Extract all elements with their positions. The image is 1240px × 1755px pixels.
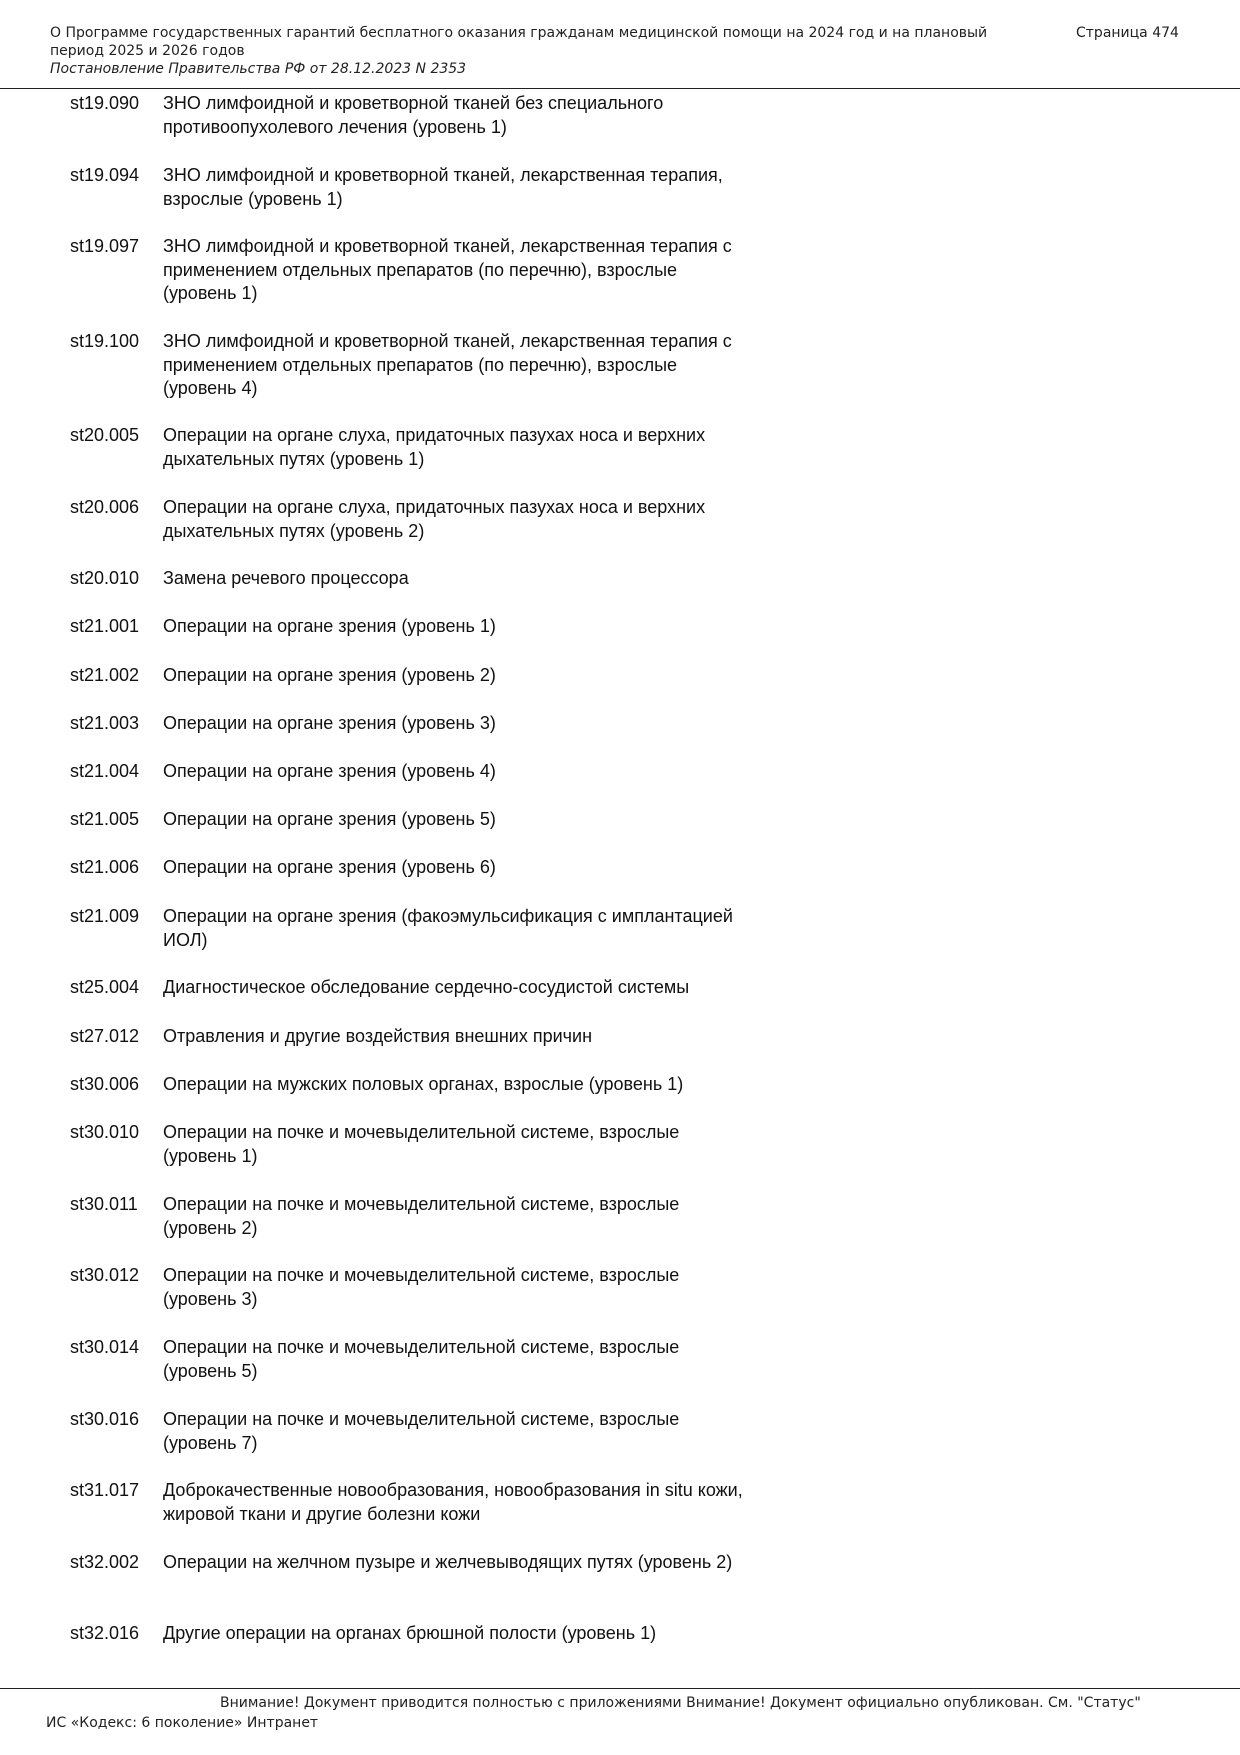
row-code: st30.011 <box>70 1194 138 1214</box>
row-code: st30.016 <box>70 1409 140 1429</box>
row-description: Операции на мужских половых органах, взрослые (уровень 1) <box>163 1074 684 1094</box>
row-description: Операции на почке и мочевыделительной системе, взрослые (уровень 3) <box>163 1265 680 1309</box>
row-description: ЗНО лимфоидной и кроветворной тканей, лекарственная терапия с применением отдельных препаратов (по перечню), взрослые (уровень 4) <box>163 331 732 398</box>
row-code: st25.004 <box>70 977 140 997</box>
row-code: st20.005 <box>70 425 140 445</box>
row-code: st30.006 <box>70 1074 140 1094</box>
row-description: Доброкачественные новообразования, новообразования in situ кожи, жировой ткани и другие болезни кожи <box>163 1480 743 1524</box>
row-code: st21.009 <box>70 906 140 926</box>
row-code: st21.002 <box>70 665 140 685</box>
row-description: Отравления и другие воздействия внешних причин <box>163 1026 593 1046</box>
document-title: О Программе государственных гарантий бесплатного оказания гражданам медицинской помощи на 2024 год и на плановый период 2025 и 2026 годов <box>50 25 988 59</box>
row-code: st32.002 <box>70 1552 140 1572</box>
row-code: st21.001 <box>70 616 140 636</box>
row-code: st19.090 <box>70 93 140 113</box>
document-subtitle: Постановление Правительства РФ от 28.12.2023 N 2353 <box>50 61 467 77</box>
row-code: st21.006 <box>70 857 140 877</box>
header-divider <box>0 88 1240 89</box>
row-description: Операции на почке и мочевыделительной системе, взрослые (уровень 2) <box>163 1194 680 1238</box>
row-code: st32.016 <box>70 1623 140 1643</box>
row-description: Операции на органе зрения (уровень 6) <box>163 857 496 877</box>
document-header <box>50 24 1200 78</box>
row-code: st20.010 <box>70 568 140 588</box>
row-description: Операции на органе зрения (уровень 2) <box>163 665 496 685</box>
page-number: Страница 474 <box>1076 25 1179 41</box>
row-description: Другие операции на органах брюшной полости (уровень 1) <box>163 1623 657 1643</box>
row-code: st30.012 <box>70 1265 140 1285</box>
row-description: Диагностическое обследование сердечно-сосудистой системы <box>163 977 690 997</box>
row-description: Операции на органе зрения (факоэмульсификация с имплантацией ИОЛ) <box>163 906 733 950</box>
row-description: Операции на желчном пузыре и желчевыводящих путях (уровень 2) <box>163 1552 733 1572</box>
row-code: st31.017 <box>70 1480 140 1500</box>
row-code: st21.005 <box>70 809 140 829</box>
row-description: Операции на почке и мочевыделительной системе, взрослые (уровень 7) <box>163 1409 680 1453</box>
row-code: st19.094 <box>70 165 140 185</box>
row-code: st27.012 <box>70 1026 140 1046</box>
row-description: Операции на органе зрения (уровень 1) <box>163 616 496 636</box>
footer-notice: Внимание! Документ приводится полностью с приложениями Внимание! Документ официально опубликован. См. "Статус" <box>220 1695 1141 1711</box>
row-description: ЗНО лимфоидной и кроветворной тканей без специального противоопухолевого лечения (уровень 1) <box>163 93 664 137</box>
row-description: ЗНО лимфоидной и кроветворной тканей, лекарственная терапия, взрослые (уровень 1) <box>163 165 723 209</box>
row-description: ЗНО лимфоидной и кроветворной тканей, лекарственная терапия с применением отдельных препаратов (по перечню), взрослые (уровень 1) <box>163 236 732 303</box>
row-code: st19.097 <box>70 236 140 256</box>
row-description: Операции на органе слуха, придаточных пазухах носа и верхних дыхательных путях (уровень 2) <box>163 497 706 541</box>
footer-system-name: ИС «Кодекс: 6 поколение» Интранет <box>46 1715 319 1731</box>
row-description: Операции на почке и мочевыделительной системе, взрослые (уровень 5) <box>163 1337 680 1381</box>
row-description: Операции на почке и мочевыделительной системе, взрослые (уровень 1) <box>163 1122 680 1166</box>
row-description: Операции на органе зрения (уровень 4) <box>163 761 496 781</box>
row-code: st19.100 <box>70 331 140 351</box>
row-code: st21.003 <box>70 713 140 733</box>
row-description: Операции на органе зрения (уровень 3) <box>163 713 496 733</box>
row-code: st30.014 <box>70 1337 140 1357</box>
row-description: Операции на органе слуха, придаточных пазухах носа и верхних дыхательных путях (уровень 1) <box>163 425 706 469</box>
row-code: st21.004 <box>70 761 140 781</box>
footer-divider <box>0 1688 1240 1689</box>
row-description: Операции на органе зрения (уровень 5) <box>163 809 496 829</box>
row-code: st20.006 <box>70 497 140 517</box>
row-code: st30.010 <box>70 1122 140 1142</box>
row-description: Замена речевого процессора <box>163 568 409 588</box>
